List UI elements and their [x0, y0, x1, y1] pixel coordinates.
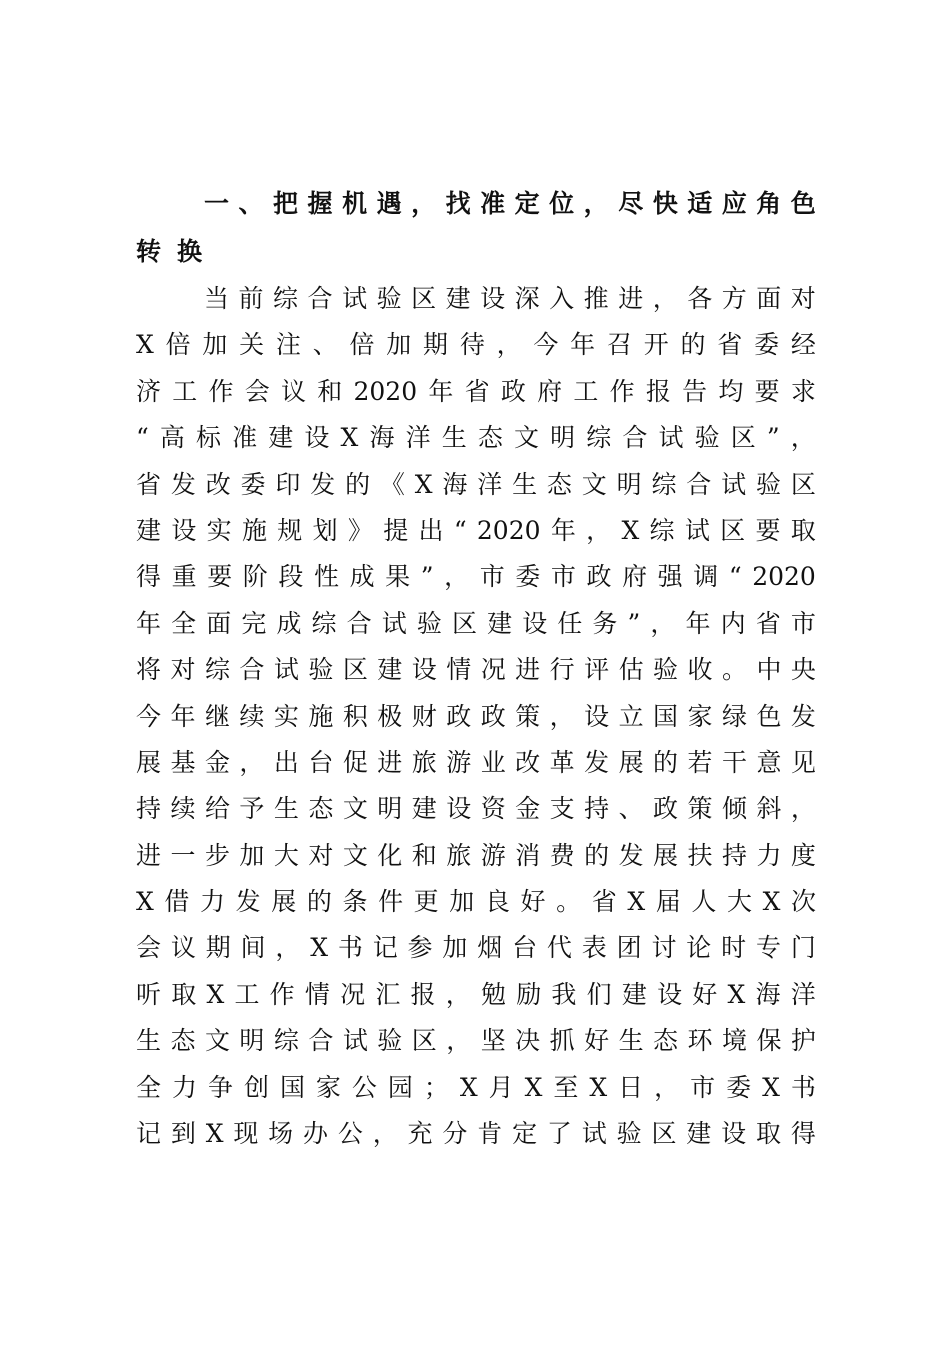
paragraph-line: X 倍 加 关 注 、 倍 加 期 待 ， 今 年 召 开 的 省 委 经 [136, 330, 816, 360]
paragraph-line: 得 重 要 阶 段 性 成 果 ” ， 市 委 市 政 府 强 调 “ 2020 [136, 562, 816, 592]
paragraph-line: 记 到 X 现 场 办 公 ， 充 分 肯 定 了 试 验 区 建 设 取 得 [136, 1119, 816, 1149]
heading-line-2: 转 换 [136, 237, 203, 266]
paragraph-line: 进 一 步 加 大 对 文 化 和 旅 游 消 费 的 发 展 扶 持 力 度 [136, 840, 816, 870]
paragraph-line: 年 全 面 完 成 综 合 试 验 区 建 设 任 务 ” ， 年 内 省 市 [136, 608, 816, 638]
paragraph-line: 建 设 实 施 规 划 》 提 出 “ 2020 年 ， X 综 试 区 要 取 [136, 515, 816, 545]
paragraph-line: “ 高 标 准 建 设 X 海 洋 生 态 文 明 综 合 试 验 区 ” ， [136, 423, 816, 453]
paragraph-line: 全 力 争 创 国 家 公 园 ； X 月 X 至 X 日 ， 市 委 X 书 [136, 1072, 816, 1102]
paragraph-line: 听 取 X 工 作 情 况 汇 报 ， 勉 励 我 们 建 设 好 X 海 洋 [136, 979, 816, 1009]
paragraph-line: 将 对 综 合 试 验 区 建 设 情 况 进 行 评 估 验 收 。 中 央 [136, 655, 816, 685]
heading-line-1: 一 、 把 握 机 遇 ， 找 准 定 位 ， 尽 快 适 应 角 色 [204, 189, 816, 218]
paragraph-line: 济 工 作 会 议 和 2020 年 省 政 府 工 作 报 告 均 要 求 [136, 376, 816, 406]
paragraph-line: 生 态 文 明 综 合 试 验 区 ， 坚 决 抓 好 生 态 环 境 保 护 [136, 1026, 816, 1056]
paragraph-line: X 借 力 发 展 的 条 件 更 加 良 好 。 省 X 届 人 大 X 次 [136, 887, 816, 917]
paragraph-line: 展 基 金 ， 出 台 促 进 旅 游 业 改 革 发 展 的 若 干 意 见 [136, 747, 816, 777]
document-body [136, 180, 816, 1157]
paragraph-line: 省 发 改 委 印 发 的 《 X 海 洋 生 态 文 明 综 合 试 验 区 [136, 469, 816, 499]
paragraph-line: 会 议 期 间 ， X 书 记 参 加 烟 台 代 表 团 讨 论 时 专 门 [136, 933, 816, 963]
paragraph-line: 持 续 给 予 生 态 文 明 建 设 资 金 支 持 、 政 策 倾 斜 ， [136, 794, 816, 824]
paragraph-line: 今 年 继 续 实 施 积 极 财 政 政 策 ， 设 立 国 家 绿 色 发 [136, 701, 816, 731]
paragraph-line: 当 前 综 合 试 验 区 建 设 深 入 推 进 ， 各 方 面 对 [204, 284, 816, 313]
